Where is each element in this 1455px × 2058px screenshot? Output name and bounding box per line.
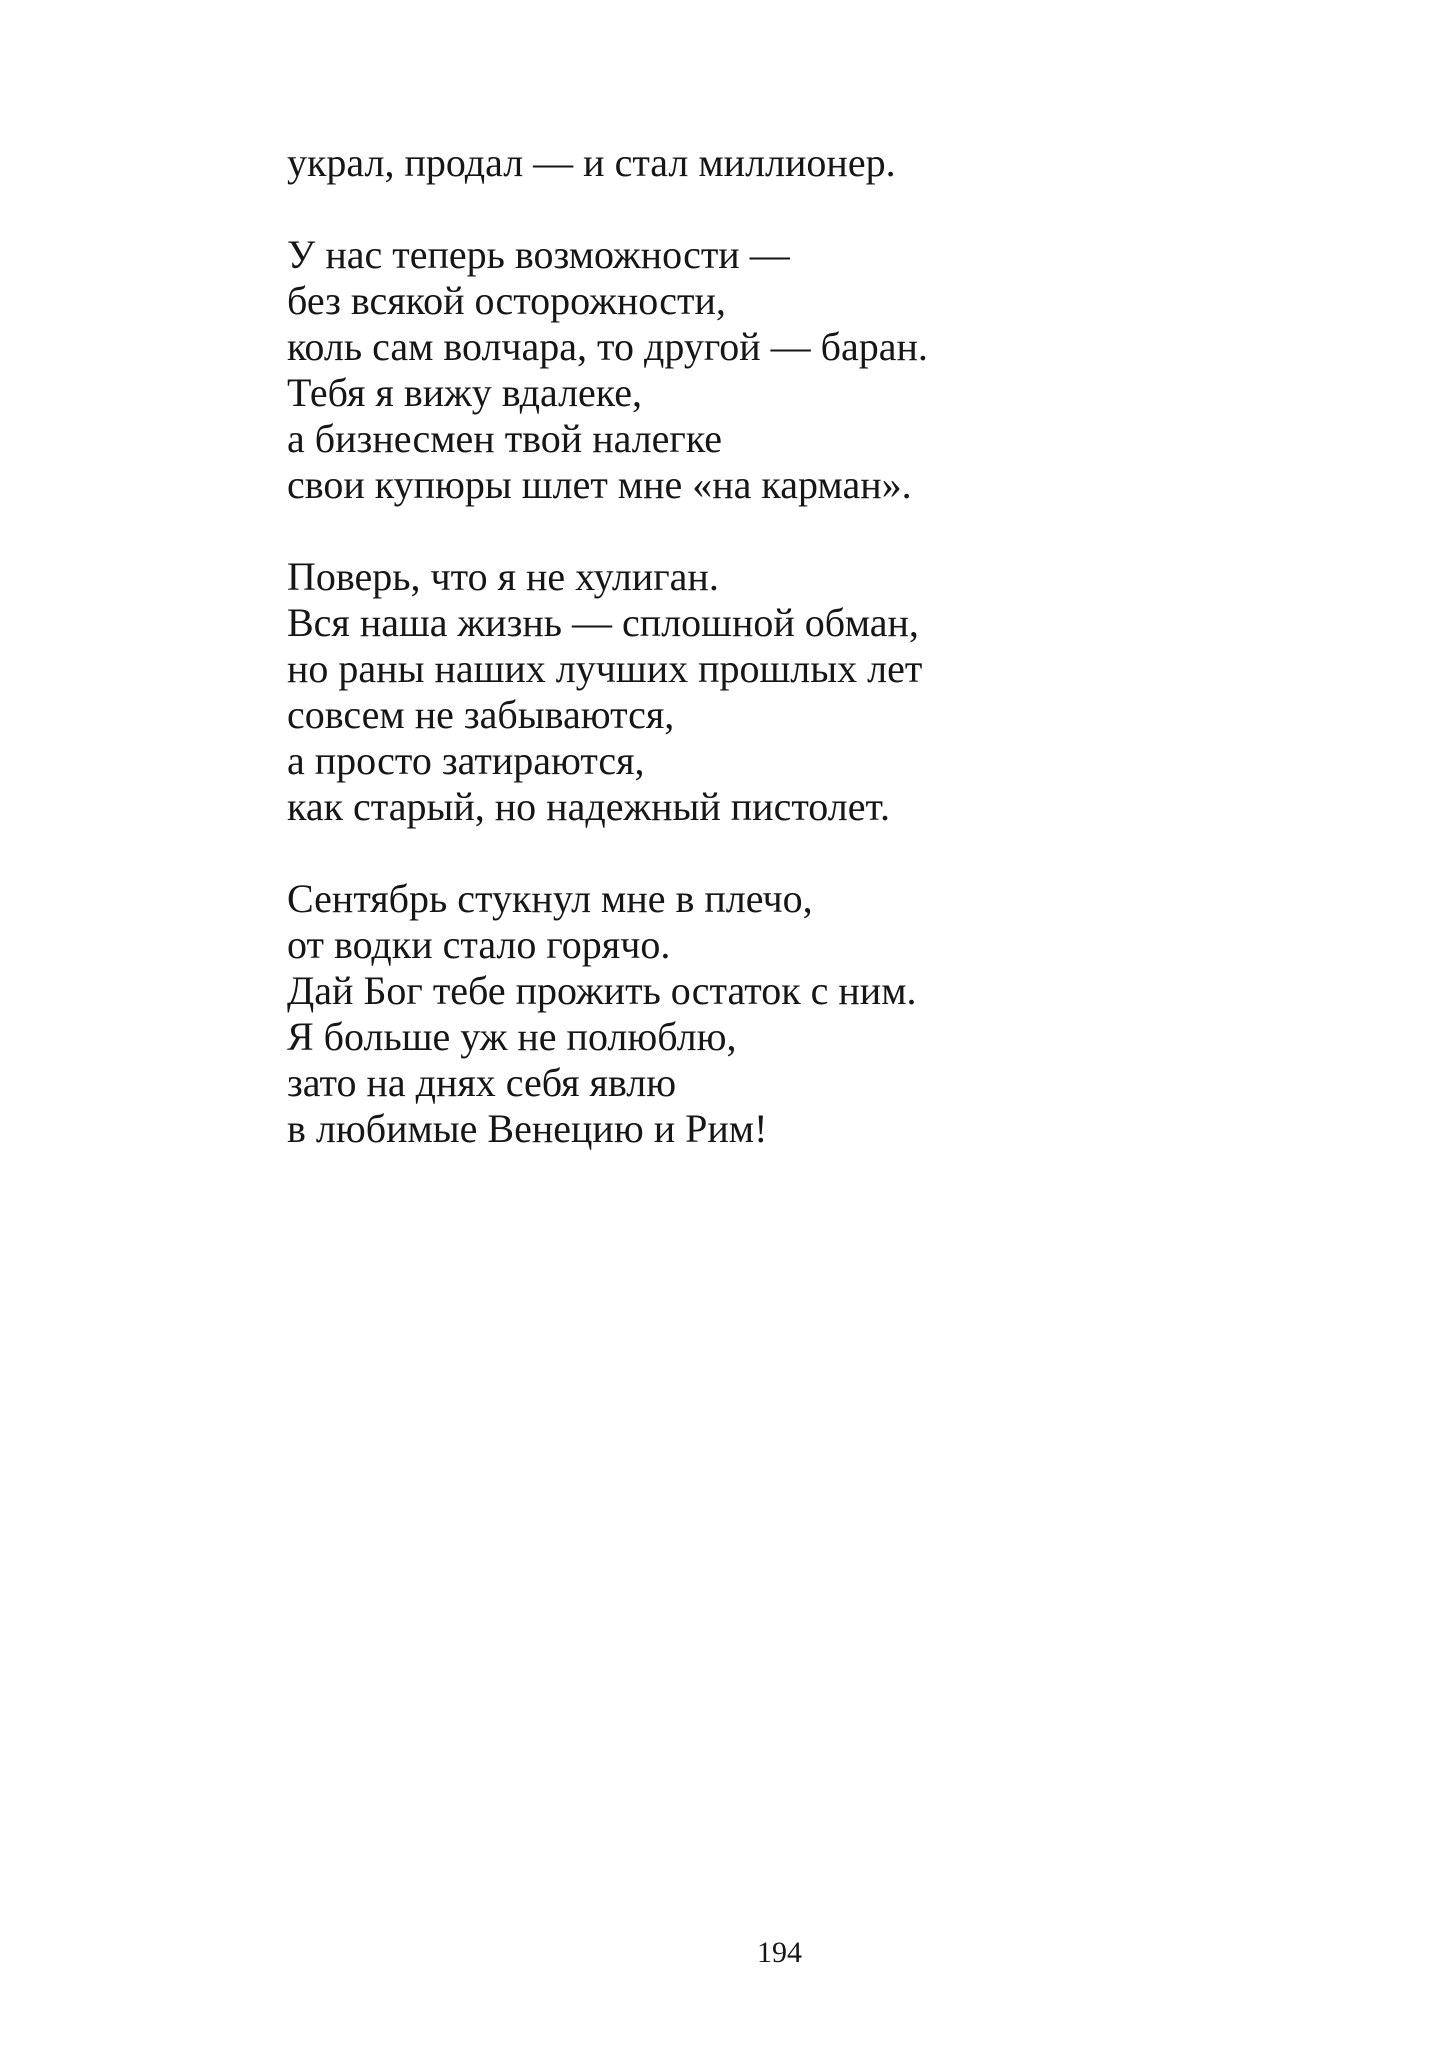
poem-stanza <box>287 232 928 508</box>
page-number: 194 <box>757 1936 802 1969</box>
poem-line: но раны наших лучших прошлых лет <box>287 646 923 691</box>
poem-line: Дай Бог тебе прожить остаток с ним. <box>287 968 917 1013</box>
poem-line: Я больше уж не полюблю, <box>287 1014 737 1059</box>
poem-line: от водки стало горячо. <box>287 922 671 967</box>
poem-stanza <box>287 554 928 830</box>
poem-line: в любимые Венецию и Рим! <box>287 1106 768 1151</box>
poem-line: Сентябрь стукнул мне в плечо, <box>287 876 813 921</box>
poem-text <box>287 140 928 1152</box>
poem-line: зато на днях себя явлю <box>287 1060 677 1105</box>
poem-line: Поверь, что я не хулиган. <box>287 554 719 599</box>
poem-line: совсем не забываются, <box>287 692 675 737</box>
poem-line: а бизнесмен твой налегке <box>287 416 723 461</box>
poem-line: Тебя я вижу вдалеке, <box>287 370 642 415</box>
poem-line: без всякой осторожности, <box>287 278 726 323</box>
poem-line: коль сам волчара, то другой — баран. <box>287 324 928 369</box>
poem-stanza <box>287 140 928 186</box>
poem-line: а просто затираются, <box>287 738 645 783</box>
poem-line: У нас теперь возможности — <box>287 232 790 277</box>
poem-line: Вся наша жизнь — сплошной обман, <box>287 600 919 645</box>
poem-line: украл, продал — и стал миллионер. <box>287 140 896 185</box>
poem-stanza <box>287 876 928 1152</box>
poem-line: свои купюры шлет мне «на карман». <box>287 462 912 507</box>
poem-line: как старый, но надежный пистолет. <box>287 784 890 829</box>
